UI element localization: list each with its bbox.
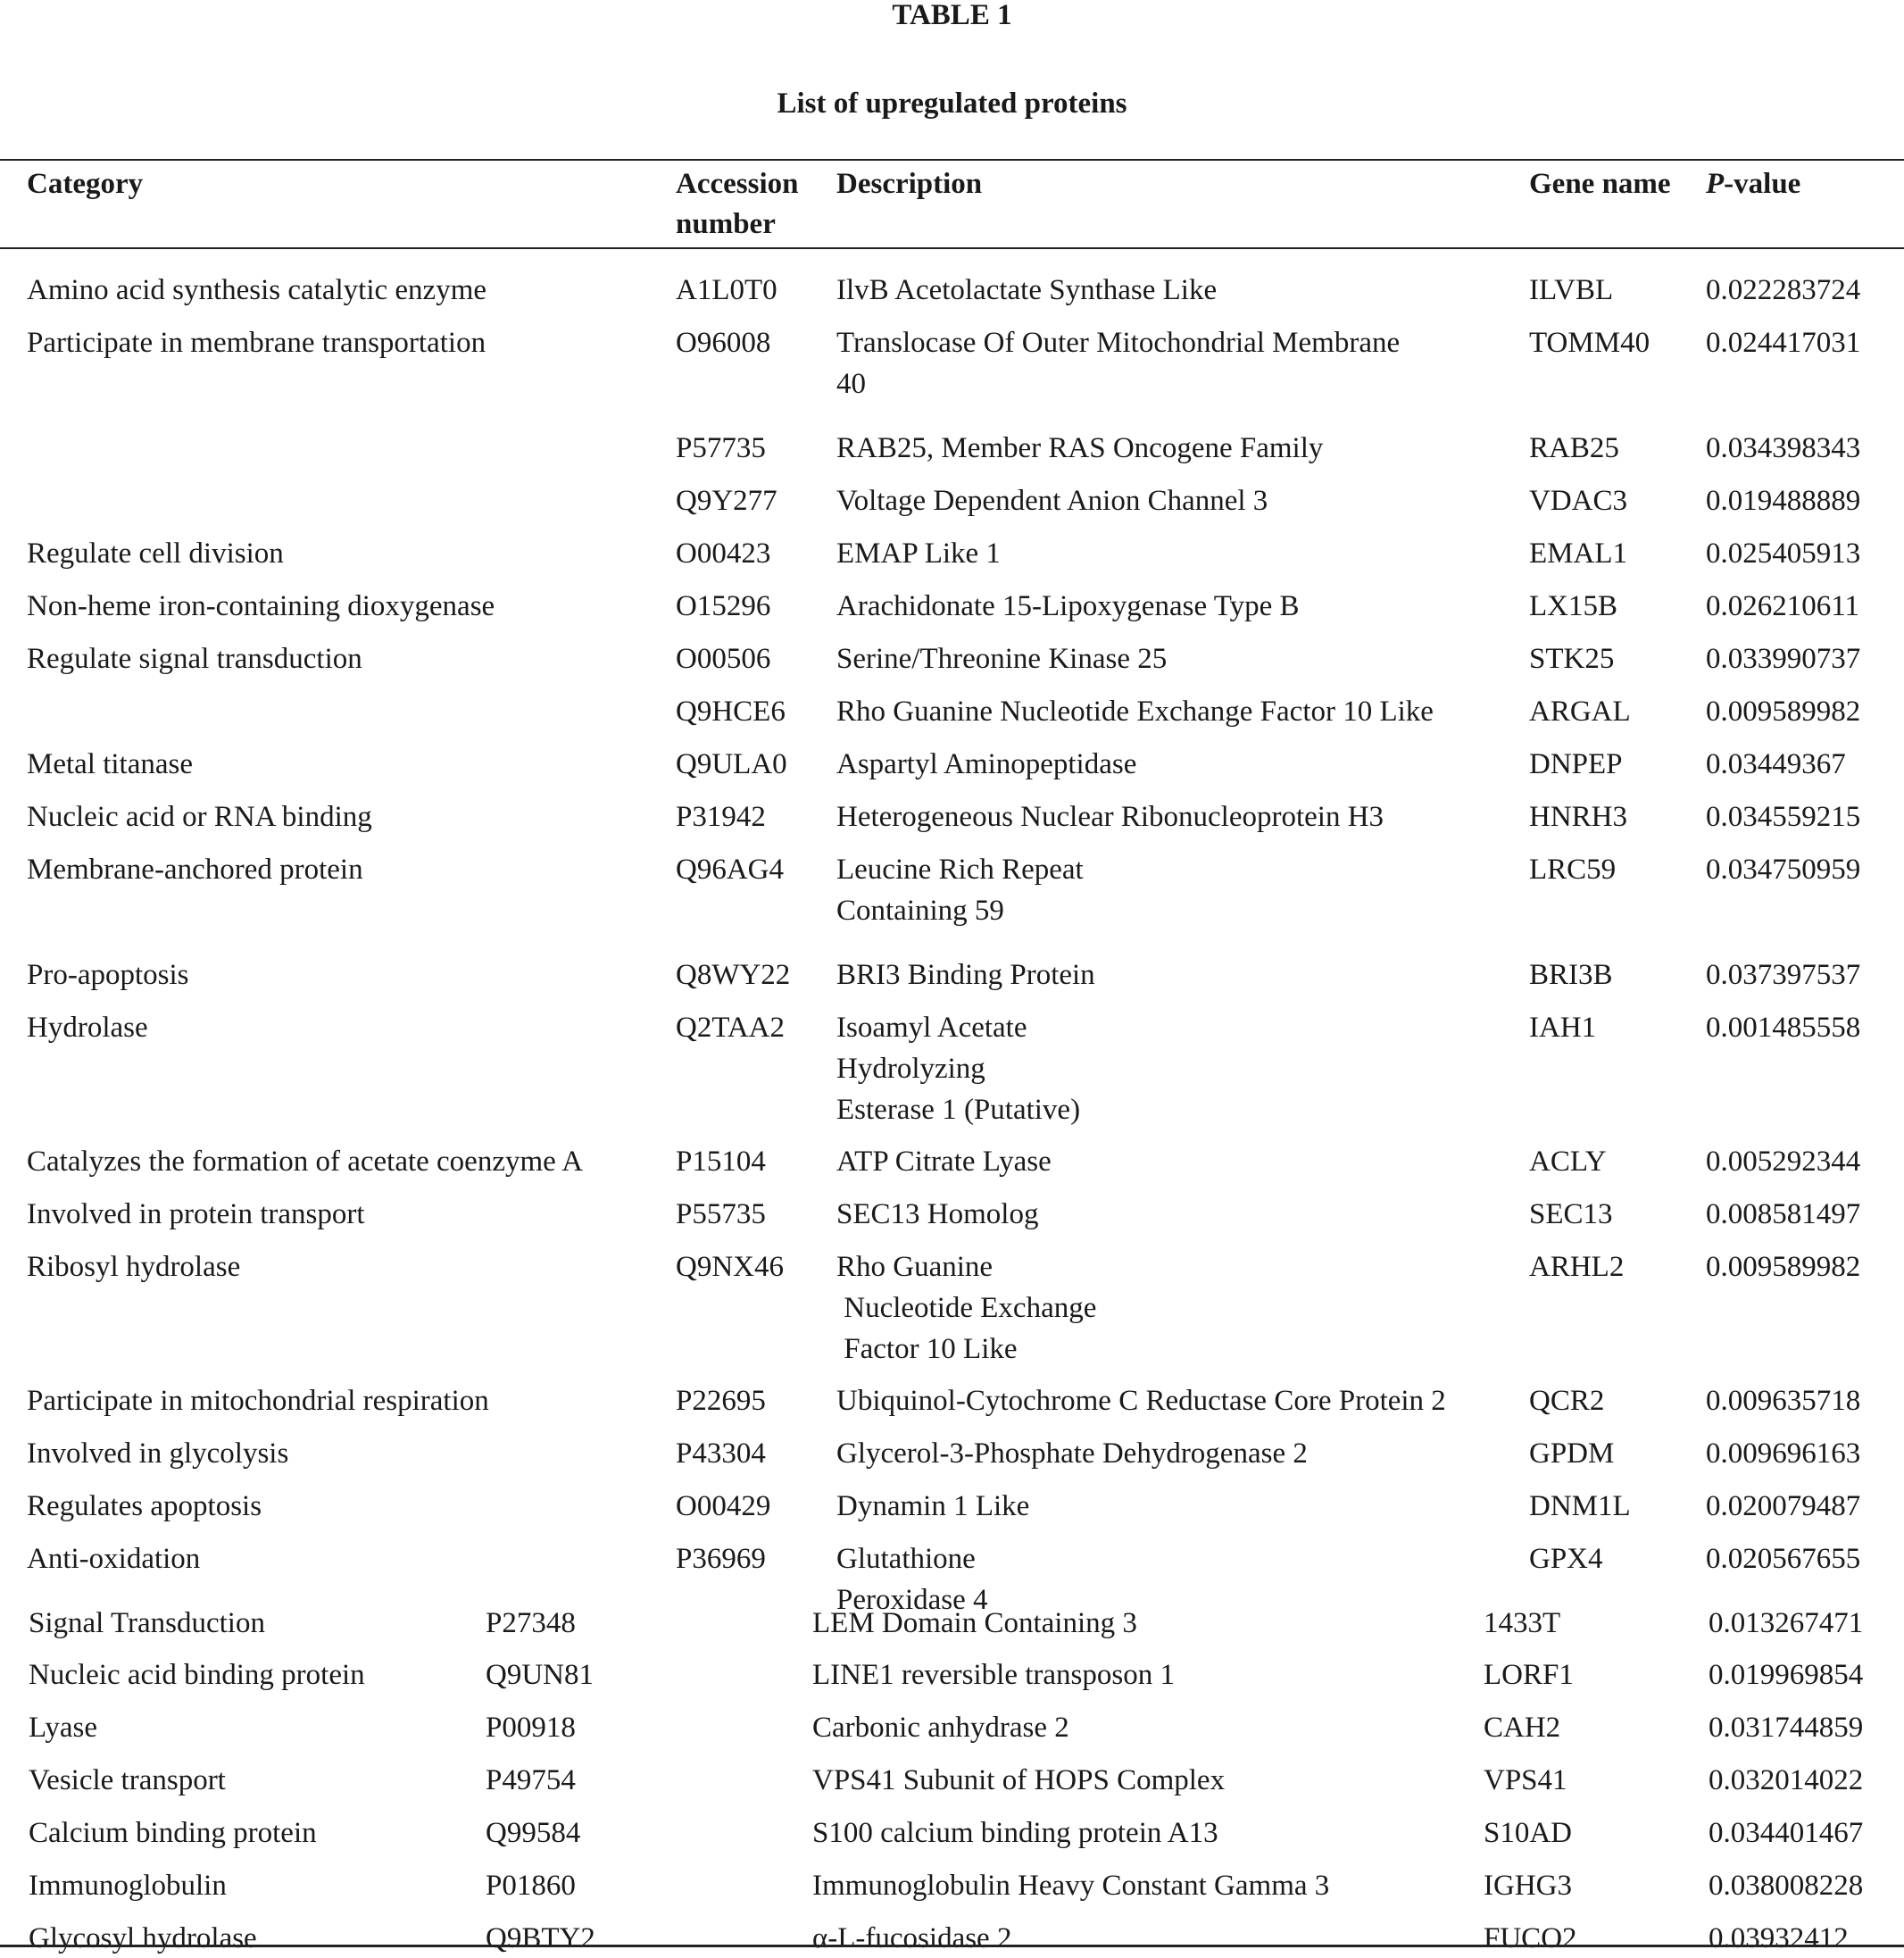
row-description: Translocase Of Outer Mitochondrial Membrane 40 (836, 327, 1401, 400)
row-pvalue: 0.009589982 (1706, 1251, 1861, 1283)
row-pvalue: 0.009589982 (1706, 696, 1861, 728)
row-category: Involved in glycolysis (27, 1437, 289, 1470)
row-gene-name: ARGAL (1529, 696, 1631, 728)
row-description: EMAP Like 1 (836, 537, 1001, 570)
row-accession: Q9HCE6 (676, 696, 786, 728)
row-accession: Q99584 (486, 1817, 581, 1849)
row-description: RAB25, Member RAS Oncogene Family (836, 432, 1324, 464)
row-accession: O96008 (676, 327, 771, 359)
row-gene-name: LORF1 (1484, 1659, 1574, 1691)
row-accession: Q9UN81 (486, 1659, 594, 1691)
row-pvalue: 0.034401467 (1709, 1817, 1864, 1849)
header-accession-line2: number (676, 208, 776, 240)
row-category: Participate in mitochondrial respiration (27, 1385, 489, 1417)
row-gene-name: GPX4 (1529, 1543, 1603, 1575)
row-gene-name: HNRH3 (1529, 801, 1628, 833)
row-category: Regulates apoptosis (27, 1490, 262, 1522)
row-category: Hydrolase (27, 1012, 148, 1044)
row-description: Dynamin 1 Like (836, 1490, 1030, 1522)
row-category: Participate in membrane transportation (27, 327, 486, 359)
row-gene-name: TOMM40 (1529, 327, 1650, 359)
row-gene-name: DNPEP (1529, 748, 1623, 780)
row-accession: Q8WY22 (676, 959, 791, 991)
row-accession: P36969 (676, 1543, 766, 1575)
row-accession: P01860 (486, 1870, 576, 1902)
row-accession: O00429 (676, 1490, 771, 1522)
row-description: ATP Citrate Lyase (836, 1146, 1052, 1178)
row-accession: Q2TAA2 (676, 1012, 786, 1044)
row-gene-name: FUCO2 (1484, 1922, 1577, 1954)
row-gene-name: ACLY (1529, 1146, 1607, 1178)
row-gene-name: SEC13 (1529, 1198, 1613, 1230)
row-description: Carbonic anhydrase 2 (812, 1712, 1069, 1744)
row-accession: Q96AG4 (676, 854, 784, 886)
row-accession: O00506 (676, 643, 771, 675)
table-caption: List of upregulated proteins (777, 87, 1127, 120)
row-pvalue: 0.032014022 (1709, 1764, 1864, 1796)
row-category: Immunoglobulin (29, 1870, 227, 1902)
table-header-row (0, 164, 1904, 245)
row-gene-name: QCR2 (1529, 1385, 1605, 1417)
row-category: Vesicle transport (29, 1764, 226, 1796)
row-pvalue: 0.025405913 (1706, 537, 1861, 570)
row-gene-name: CAH2 (1484, 1712, 1561, 1744)
row-category: Amino acid synthesis catalytic enzyme (27, 274, 487, 306)
header-accession (676, 164, 798, 245)
row-pvalue: 0.03449367 (1706, 748, 1846, 780)
row-pvalue: 0.034559215 (1706, 801, 1861, 833)
row-gene-name: DNM1L (1529, 1490, 1631, 1522)
row-gene-name: 1433T (1484, 1607, 1561, 1639)
row-description: BRI3 Binding Protein (836, 959, 1095, 991)
row-accession: P31942 (676, 801, 766, 833)
row-pvalue: 0.022283724 (1706, 274, 1861, 306)
row-gene-name: IGHG3 (1484, 1870, 1572, 1902)
row-accession: Q9ULA0 (676, 748, 787, 780)
row-accession: P43304 (676, 1437, 766, 1470)
row-accession: Q9BTY2 (486, 1922, 595, 1954)
row-gene-name: ARHL2 (1529, 1251, 1625, 1283)
row-accession: P55735 (676, 1198, 766, 1230)
row-description: Leucine Rich Repeat Containing 59 (836, 854, 1084, 927)
row-pvalue: 0.037397537 (1706, 959, 1861, 991)
row-category: Glycosyl hydrolase (29, 1922, 257, 1954)
header-accession-line1: Accession (676, 168, 799, 200)
row-pvalue: 0.020079487 (1706, 1490, 1861, 1522)
row-description: LEM Domain Containing 3 (812, 1607, 1137, 1639)
row-gene-name: ILVBL (1529, 274, 1614, 306)
row-pvalue: 0.024417031 (1706, 327, 1861, 359)
row-description: Immunoglobulin Heavy Constant Gamma 3 (812, 1870, 1330, 1902)
header-gene-name: Gene name (1529, 168, 1671, 200)
row-accession: P15104 (676, 1146, 766, 1178)
row-gene-name: LX15B (1529, 590, 1617, 622)
header-pvalue-rest: -value (1724, 168, 1801, 200)
row-description: IlvB Acetolactate Synthase Like (836, 274, 1218, 306)
row-gene-name: GPDM (1529, 1437, 1615, 1470)
row-description: SEC13 Homolog (836, 1198, 1039, 1230)
row-category: Pro-apoptosis (27, 959, 189, 991)
row-description: Heterogeneous Nuclear Ribonucleoprotein H3 (836, 801, 1384, 833)
row-description: Ubiquinol-Cytochrome C Reductase Core Protein 2 (836, 1385, 1446, 1417)
row-description: Voltage Dependent Anion Channel 3 (836, 485, 1268, 517)
row-gene-name: EMAL1 (1529, 537, 1627, 570)
row-accession: P22695 (676, 1385, 766, 1417)
row-category: Metal titanase (27, 748, 194, 780)
row-description: Glutathione Peroxidase 4 (836, 1543, 988, 1616)
row-gene-name: VPS41 (1484, 1764, 1567, 1796)
row-description: LINE1 reversible transposon 1 (812, 1659, 1175, 1691)
row-pvalue: 0.005292344 (1706, 1146, 1861, 1178)
header-pvalue (1706, 164, 1800, 204)
row-category: Lyase (29, 1712, 97, 1744)
row-pvalue: 0.009635718 (1706, 1385, 1861, 1417)
row-description: Rho Guanine Nucleotide Exchange Factor 10 Like (836, 1251, 1097, 1365)
row-gene-name: S10AD (1484, 1817, 1573, 1849)
row-description: Arachidonate 15-Lipoxygenase Type B (836, 590, 1300, 622)
row-description: Rho Guanine Nucleotide Exchange Factor 10 Like (836, 696, 1434, 728)
row-gene-name: STK25 (1529, 643, 1615, 675)
row-pvalue: 0.019969854 (1709, 1659, 1864, 1691)
row-pvalue: 0.03932412 (1709, 1922, 1849, 1954)
row-category: Nucleic acid or RNA binding (27, 801, 372, 833)
row-category: Anti-oxidation (27, 1543, 201, 1575)
row-pvalue: 0.031744859 (1709, 1712, 1864, 1744)
row-category: Nucleic acid binding protein (29, 1659, 365, 1691)
row-pvalue: 0.038008228 (1709, 1870, 1864, 1902)
row-pvalue: 0.034398343 (1706, 432, 1861, 464)
row-pvalue: 0.020567655 (1706, 1543, 1861, 1575)
row-pvalue: 0.013267471 (1709, 1607, 1864, 1639)
row-category: Regulate cell division (27, 537, 284, 570)
row-accession: Q9Y277 (676, 485, 777, 517)
row-category: Signal Transduction (29, 1607, 265, 1639)
row-pvalue: 0.034750959 (1706, 854, 1861, 886)
row-description: Aspartyl Aminopeptidase (836, 748, 1137, 780)
row-gene-name: VDAC3 (1529, 485, 1628, 517)
row-category: Regulate signal transduction (27, 643, 362, 675)
row-pvalue: 0.009696163 (1706, 1437, 1861, 1470)
row-description: Serine/Threonine Kinase 25 (836, 643, 1168, 675)
row-category: Calcium binding protein (29, 1817, 317, 1849)
row-gene-name: BRI3B (1529, 959, 1613, 991)
table-header-rule (0, 247, 1904, 249)
row-accession: P49754 (486, 1764, 576, 1796)
header-category: Category (27, 168, 144, 200)
row-category: Ribosyl hydrolase (27, 1251, 241, 1283)
table-label: TABLE 1 (892, 0, 1012, 31)
row-description: S100 calcium binding protein A13 (812, 1817, 1218, 1849)
row-accession: P57735 (676, 432, 766, 464)
row-accession: Q9NX46 (676, 1251, 784, 1283)
row-accession: O00423 (676, 537, 771, 570)
header-description: Description (836, 168, 983, 200)
row-pvalue: 0.008581497 (1706, 1198, 1861, 1230)
row-category: Membrane-anchored protein (27, 854, 363, 886)
row-pvalue: 0.026210611 (1706, 590, 1860, 622)
row-description: VPS41 Subunit of HOPS Complex (812, 1764, 1226, 1796)
row-category: Involved in protein transport (27, 1198, 365, 1230)
row-accession: P00918 (486, 1712, 576, 1744)
row-pvalue: 0.001485558 (1706, 1012, 1861, 1044)
row-category: Non-heme iron-containing dioxygenase (27, 590, 495, 622)
table-top-rule (0, 159, 1904, 161)
row-description: Glycerol-3-Phosphate Dehydrogenase 2 (836, 1437, 1308, 1470)
row-pvalue: 0.033990737 (1706, 643, 1861, 675)
row-gene-name: RAB25 (1529, 432, 1619, 464)
row-description: α-L-fucosidase 2 (812, 1922, 1012, 1954)
row-accession: O15296 (676, 590, 771, 622)
row-gene-name: IAH1 (1529, 1012, 1597, 1044)
row-accession: A1L0T0 (676, 274, 777, 306)
row-pvalue: 0.019488889 (1706, 485, 1861, 517)
row-description: Isoamyl Acetate Hydrolyzing Esterase 1 (Putative) (836, 1012, 1081, 1126)
row-category: Catalyzes the formation of acetate coenzyme A (27, 1146, 584, 1178)
header-pvalue-italic: P (1706, 168, 1725, 200)
row-gene-name: LRC59 (1529, 854, 1617, 886)
row-accession: P27348 (486, 1607, 576, 1639)
